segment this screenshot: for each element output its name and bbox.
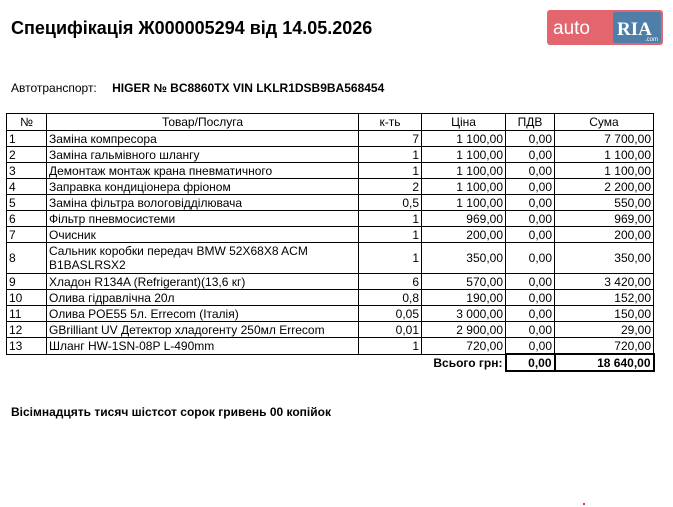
row-qty: 0,8 (359, 290, 422, 306)
row-item: Олива POE55 5л. Errecom (Італія) (47, 306, 359, 322)
row-sum: 550,00 (555, 195, 654, 211)
row-qty: 1 (359, 163, 422, 179)
row-vat: 0,00 (506, 338, 555, 355)
row-qty: 1 (359, 243, 422, 274)
row-vat: 0,00 (506, 179, 555, 195)
vehicle-label: Автотранспорт: (11, 81, 97, 95)
row-vat: 0,00 (506, 274, 555, 290)
row-price: 1 100,00 (422, 195, 506, 211)
row-price: 1 100,00 (422, 179, 506, 195)
row-number: 6 (7, 211, 47, 227)
row-price: 350,00 (422, 243, 506, 274)
row-number: 12 (7, 322, 47, 338)
row-vat: 0,00 (506, 322, 555, 338)
row-item: Шланг HW-1SN-08P L-490mm (47, 338, 359, 355)
row-item: Фільтр пневмосистеми (47, 211, 359, 227)
row-qty: 1 (359, 227, 422, 243)
vehicle-line (11, 81, 384, 95)
table-row (7, 338, 654, 355)
table-row (7, 195, 654, 211)
row-sum: 350,00 (555, 243, 654, 274)
row-item: Очисник (47, 227, 359, 243)
row-item: Заміна фільтра вологовідділювача (47, 195, 359, 211)
row-item: Заміна гальмівного шлангу (47, 147, 359, 163)
document-title: Специфікація Ж000005294 від 14.05.2026 (11, 18, 373, 38)
row-price: 1 100,00 (422, 131, 506, 147)
row-sum: 200,00 (555, 227, 654, 243)
row-number: 11 (7, 306, 47, 322)
row-vat: 0,00 (506, 147, 555, 163)
table-row (7, 163, 654, 179)
row-price: 1 100,00 (422, 163, 506, 179)
row-number: 7 (7, 227, 47, 243)
col-header-sum: Сума (555, 114, 654, 131)
row-qty: 7 (359, 131, 422, 147)
table-row (7, 147, 654, 163)
row-number: 8 (7, 243, 47, 274)
table-row (7, 290, 654, 306)
row-price: 200,00 (422, 227, 506, 243)
total-sum: 18 640,00 (555, 354, 654, 371)
row-vat: 0,00 (506, 243, 555, 274)
logo-ria-text: RIA (617, 19, 652, 40)
table-row (7, 227, 654, 243)
row-qty: 0,01 (359, 322, 422, 338)
amount-in-words: Вісімнадцять тисяч шістсот сорок гривень 00 копійок (11, 405, 331, 419)
specification-table (6, 113, 655, 372)
row-number: 13 (7, 338, 47, 355)
row-qty: 6 (359, 274, 422, 290)
row-vat: 0,00 (506, 227, 555, 243)
row-number: 1 (7, 131, 47, 147)
row-number: 10 (7, 290, 47, 306)
table-header-row (7, 114, 654, 131)
row-sum: 1 100,00 (555, 163, 654, 179)
red-mark (583, 503, 585, 505)
row-number: 2 (7, 147, 47, 163)
row-price: 969,00 (422, 211, 506, 227)
col-header-number: № (7, 114, 47, 131)
table-row (7, 179, 654, 195)
row-qty: 1 (359, 338, 422, 355)
col-header-vat: ПДВ (506, 114, 555, 131)
row-price: 3 000,00 (422, 306, 506, 322)
table-row (7, 211, 654, 227)
row-item: Демонтаж монтаж крана пневматичного (47, 163, 359, 179)
row-sum: 152,00 (555, 290, 654, 306)
row-vat: 0,00 (506, 195, 555, 211)
row-price: 570,00 (422, 274, 506, 290)
table-row (7, 322, 654, 338)
row-qty: 0,5 (359, 195, 422, 211)
row-sum: 150,00 (555, 306, 654, 322)
row-number: 3 (7, 163, 47, 179)
total-label: Всього грн: (433, 355, 503, 370)
row-item: Олива гідравлічна 20л (47, 290, 359, 306)
row-item: Заправка кондиціонера фріоном (47, 179, 359, 195)
row-price: 1 100,00 (422, 147, 506, 163)
row-item: Хладон R134A (Refrigerant)(13,6 кг) (47, 274, 359, 290)
row-sum: 3 420,00 (555, 274, 654, 290)
row-price: 2 900,00 (422, 322, 506, 338)
row-qty: 2 (359, 179, 422, 195)
row-price: 720,00 (422, 338, 506, 355)
row-qty: 1 (359, 147, 422, 163)
table-row (7, 243, 654, 274)
row-item: GBrilliant UV Детектор хладогенту 250мл Errecom (47, 322, 359, 338)
row-item: Заміна компресора (47, 131, 359, 147)
col-header-item: Товар/Послуга (47, 114, 359, 131)
row-number: 9 (7, 274, 47, 290)
table-row (7, 306, 654, 322)
row-number: 4 (7, 179, 47, 195)
row-item: Сальник коробки передач BMW 52X68X8 ACM B1BASLRSX2 (47, 243, 359, 274)
row-vat: 0,00 (506, 163, 555, 179)
row-sum: 720,00 (555, 338, 654, 355)
table-row (7, 274, 654, 290)
total-vat: 0,00 (506, 354, 555, 371)
autoria-logo (547, 10, 663, 45)
row-number: 5 (7, 195, 47, 211)
row-vat: 0,00 (506, 131, 555, 147)
logo-com-text: .com (645, 37, 659, 43)
row-qty: 0,05 (359, 306, 422, 322)
vehicle-value: HIGER № BC8860TX VIN LKLR1DSB9BA568454 (112, 81, 385, 95)
row-vat: 0,00 (506, 290, 555, 306)
col-header-price: Ціна (422, 114, 506, 131)
row-price: 190,00 (422, 290, 506, 306)
table-row (7, 131, 654, 147)
row-sum: 29,00 (555, 322, 654, 338)
logo-auto-text: auto (553, 18, 590, 39)
row-vat: 0,00 (506, 306, 555, 322)
col-header-qty: к-ть (359, 114, 422, 131)
row-sum: 969,00 (555, 211, 654, 227)
row-qty: 1 (359, 211, 422, 227)
row-sum: 7 700,00 (555, 131, 654, 147)
total-row (7, 354, 654, 371)
row-vat: 0,00 (506, 211, 555, 227)
row-sum: 1 100,00 (555, 147, 654, 163)
row-sum: 2 200,00 (555, 179, 654, 195)
